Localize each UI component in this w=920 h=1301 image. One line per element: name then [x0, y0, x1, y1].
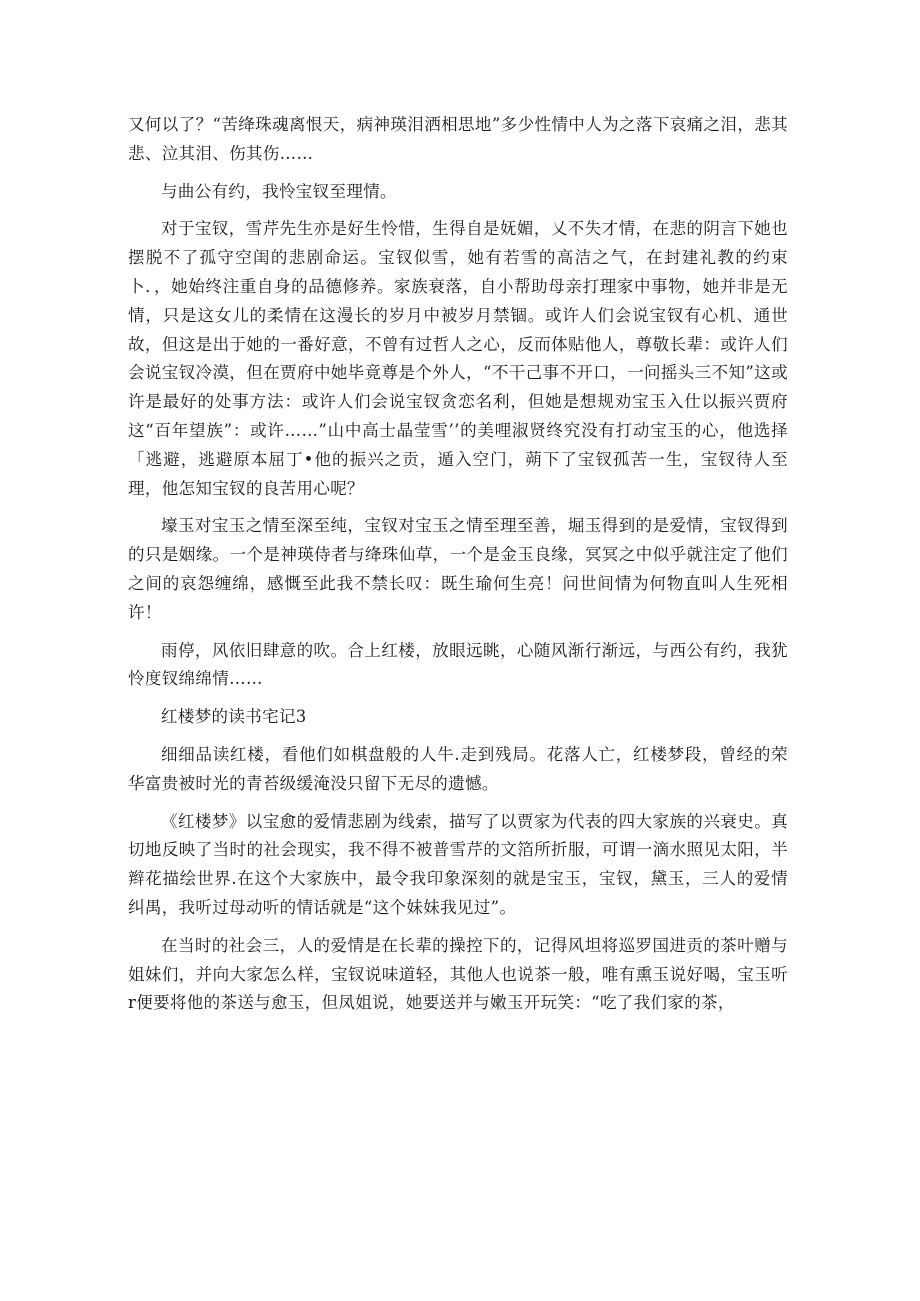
paragraph: 细细品读红楼，看他们如棋盘般的人牛.走到残局。花落人亡，红楼梦段，曾经的荣华富贵被时光的青苔级缓淹没只留下无尽的遗憾。: [128, 744, 788, 793]
paragraph: 《红楼梦》以宝愈的爱情悲剧为线索，描写了以贾家为代表的四大家族的兴衰史。真切地反映了当时的社会现实，我不得不被普雪芹的文箔所折服，可谓一滴水照见太阳，半辫花描绘世界.在这个大家族中，最令我印象深刻的就是宝玉，宝钗，黛玉，三人的爱情纠禺，我听过母动听的情话就是“这个妹妹我见过”。: [128, 811, 788, 917]
paragraph: 对于宝钗，雪芹先生亦是好生怜惜，生得自是妩媚，乂不失才情，在悲的阴言下她也摆脱不了孤守空闺的悲剧命运。宝钗似雪，她有若雪的高洁之气，在封建礼教的约束卜．，她始终注重自身的品德修养。家族衰落，自小帮助母亲打理家中事物，她并非是无情，只是这女儿的柔情在这漫长的岁月中被岁月禁锢。或许人们会说宝钗有心机、通世故，但这是出于她的一番好意，不曾有过哲人之心，反而体贴他人，尊敬长辈：或许人们会说宝钗冷漠，但在贾府中她毕竟尊是个外人，“不干己事不开口，一问摇头三不知”这或许是最好的处事方法：或许人们会说宝钗贪恋名利，但她是想规劝宝玉入仕以振兴贾府这“百年望族”：或许……”山中高士晶莹雪’’的美哩淑贤终究没有打动宝玉的心，他选择「逃避，逃避原本屈丁•他的振兴之贡，遁入空门，蒴下了宝钗孤苦一生，宝钗待人至理，他怎知宝钗的良苦用心呢？: [128, 219, 788, 498]
paragraph: 在当时的社会三，人的爱情是在长辈的操控下的，记得风坦将巡罗国进贡的茶叶赠与姐妹们，并向大家怎么样，宝钗说味道轻，其他人也说茶一般，唯有熏玉说好喝，宝玉听r便要将他的茶送与愈玉，但凤姐说，她要送并与嫩玉开玩笑：“吃了我们家的茶，: [128, 935, 788, 1013]
document-body: [128, 111, 788, 1027]
section-heading: 红楼梦的读书宅记3: [161, 707, 307, 727]
paragraph: 壕玉对宝玉之情至深至纯，宝钗对宝玉之情至理至善，堀玉得到的是爱情，宝钗得到的只是姻缘。一个是神瑛侍者与绛珠仙草，一个是金玉良缘，冥冥之中似乎就注定了他们之间的哀怨缠绵，感慨至此我不禁长叹：既生瑜何生亮！问世间情为何物直叫人生死相许！: [128, 516, 788, 622]
paragraph: 与曲公有约，我怜宝钗至理情。: [161, 181, 397, 201]
paragraph: 雨停，风依旧肆意的吹。合上红楼，放眼远眺，心随风渐行渐远，与西公有约，我犹怜度钗绵绵情……: [128, 640, 788, 689]
paragraph: 又何以了？“苦绛珠魂离恨天，病神瑛泪洒相思地”多少性情中人为之落下哀痛之泪，悲其悲、泣其泪、伤其伤……: [128, 115, 788, 163]
